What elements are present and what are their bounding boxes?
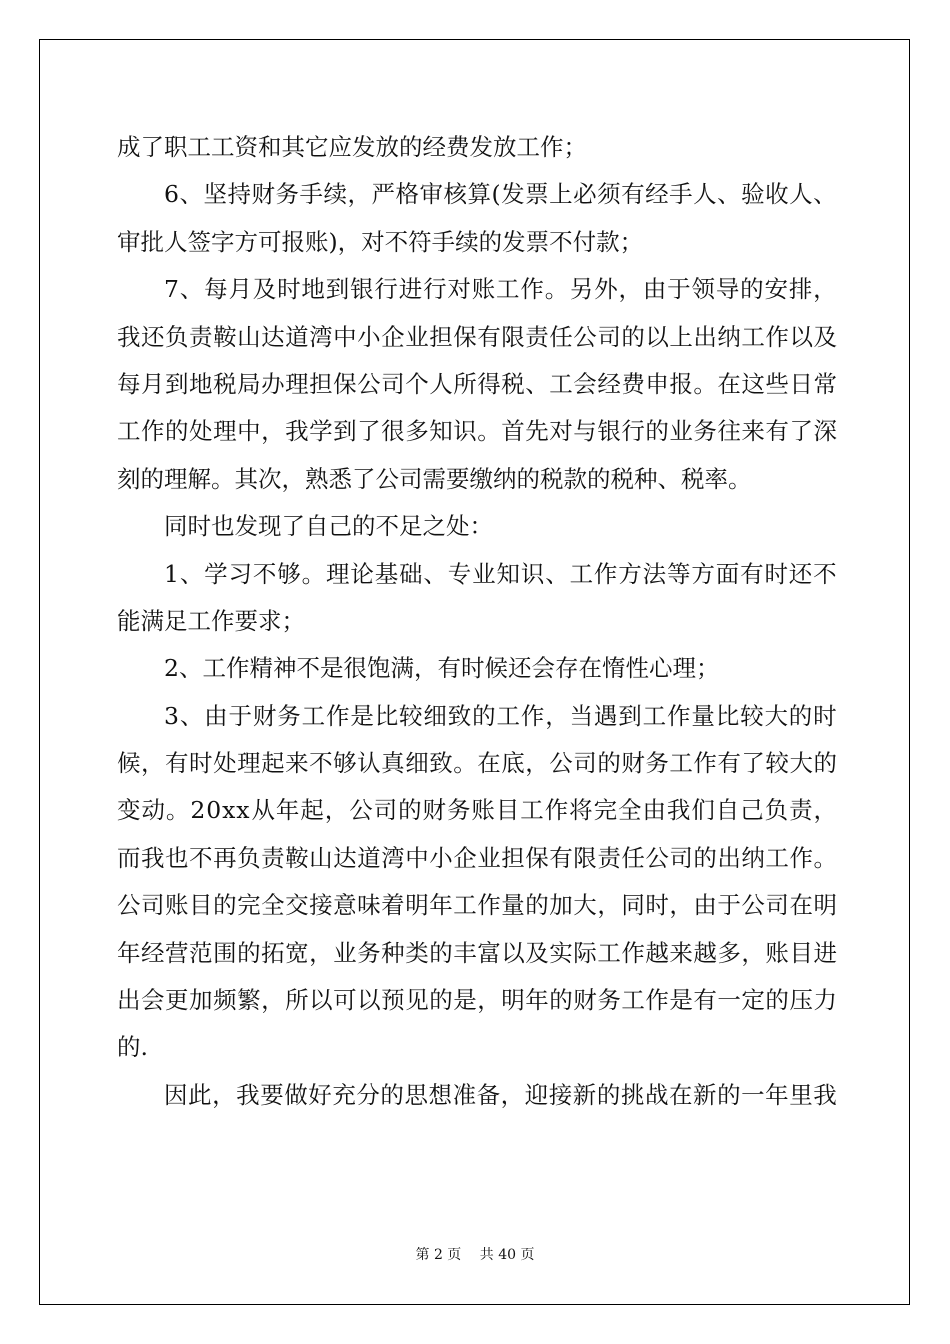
- text-line: 候 ， 有 时 处 理 起 来 不 够 认 真 细 致 。 在 底 ， 公 司 的 财 务 工 作 有 了 较 大 的: [117, 749, 837, 778]
- text-line: 7 、 每 月 及 时 地 到 银 行 进 行 对 账 工 作 。 另 外 ， 由 于 领 导 的 安 排 ，: [164, 275, 837, 304]
- page-footer: 第 2 页 共 40 页: [415, 1247, 535, 1263]
- text-line: 能满足工作要求；: [117, 606, 305, 635]
- text-line: 成了职工工资和其它应发放的经费发放工作；: [117, 133, 587, 161]
- text-line: 因 此 ， 我 要 做 好 充 分 的 思 想 准 备 ， 迎 接 新 的 挑 战 在 新 的 一 年 里 我: [164, 1080, 837, 1109]
- text-line: 出 会 更 加 频 繁 ， 所 以 可 以 预 见 的 是 ， 明 年 的 财 务 工 作 是 有 一 定 的 压 力: [117, 986, 837, 1015]
- text-line: 1 、 学 习 不 够 。 理 论 基 础 、 专 业 知 识 、 工 作 方 法 等 方 面 有 时 还 不: [164, 559, 837, 588]
- text-line: 刻的理解。其次，熟悉了公司需要缴纳的税款的税种、税率。: [117, 464, 752, 493]
- text-line: 3 、 由 于 财 务 工 作 是 比 较 细 致 的 工 作 ， 当 遇 到 工 作 量 比 较 大 的 时: [164, 701, 837, 730]
- text-line: 审批人签字方可报账)，对不符手续的发票不付款；: [117, 227, 644, 256]
- text-line: 年 经 营 范 围 的 拓 宽 ， 业 务 种 类 的 丰 富 以 及 实 际 工 作 越 来 越 多 ， 账 目 进: [117, 938, 837, 967]
- text-line: 的.: [117, 1033, 148, 1062]
- text-line: 同时也发现了自己的不足之处：: [164, 512, 493, 541]
- text-line: 6 、 坚 持 财 务 手 续 ， 严 格 审 核 算 ( 发 票 上 必 须 有 经 手 人 、 验 收 人 、: [164, 180, 837, 209]
- text-line: 2、工作精神不是很饱满，有时候还会存在惰性心理；: [164, 654, 720, 683]
- text-line: 变 动 。 2 0 x x 从 年 起 ， 公 司 的 财 务 账 目 工 作 将 完 全 由 我 们 自 己 负 责 ，: [117, 796, 837, 825]
- text-line: 而 我 也 不 再 负 责 鞍 山 达 道 湾 中 小 企 业 担 保 有 限 责 任 公 司 的 出 纳 工 作 。: [117, 843, 837, 872]
- text-line: 每 月 到 地 税 局 办 理 担 保 公 司 个 人 所 得 税 、 工 会 经 费 申 报 。 在 这 些 日 常: [117, 369, 837, 398]
- text-line: 工 作 的 处 理 中 ， 我 学 到 了 很 多 知 识 。 首 先 对 与 银 行 的 业 务 往 来 有 了 深: [117, 417, 837, 446]
- text-line: 我 还 负 责 鞍 山 达 道 湾 中 小 企 业 担 保 有 限 责 任 公 司 的 以 上 出 纳 工 作 以 及: [117, 322, 837, 351]
- text-line: 公 司 账 目 的 完 全 交 接 意 味 着 明 年 工 作 量 的 加 大 ， 同 时 ， 由 于 公 司 在 明: [117, 891, 837, 920]
- document-body: [117, 124, 837, 1119]
